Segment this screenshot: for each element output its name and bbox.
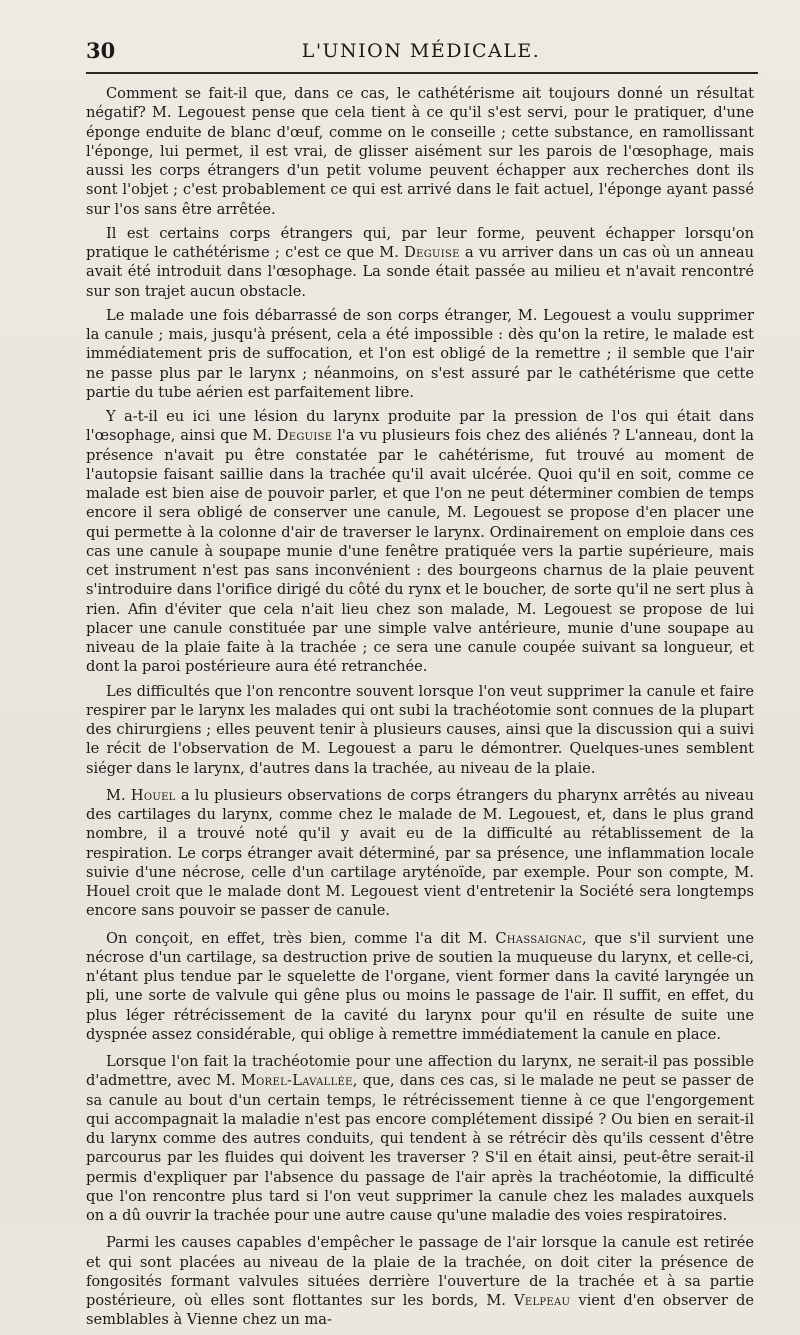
author-name: Deguise [276,427,333,445]
paragraph-5: Les difficultés que l'on rencontre souvent lorsque l'on veut supprimer la canule et faire respirer par le larynx les malades qui ont subi la trachéotomie sont connues de la plupart des chirurgiens ; elles peuvent tenir à plusieurs causes, ainsi que la discussion qui a suivi le récit de l'observation de M. Legouest a paru le démontrer. Quelques-unes semblent siéger dans le larynx, d'autres dans la trachée, au niveau de la plaie. [86,682,754,777]
author-name: Deguise [404,244,460,261]
author-name: Chassaignac [495,929,583,947]
paragraph-4: Y a-t-il eu ici une lésion du larynx produite par la pression de l'os qui était dans l'œsophage, ainsi que M. Deguise l'a vu plusieurs fois chez des aliénés ? L'anneau, dont la présence n'avait pu être constatée par le cahétérisme, fut trouvé au moment de l'autopsie faisant saillie dans la trachée qu'il avait ulcérée. Quoi qu'il en soit, comme ce malade est bien aise de pouvoir parler, et que l'on ne peut déterminer combien de temps encore il sera obligé de conserver une canule, M. Legouest se propose d'en placer une qui permette à la colonne d'air de traverser le larynx. Ordinairement on emploie dans ces cas une canule à soupape munie d'une fenêtre pratiquée vers la partie supérieure, mais cet instrument n'est pas sans inconvénient : des bourgeons charnus de la plaie peuvent s'introduire dans l'orifice dirigé du côté du rynx et le boucher, de sorte qu'il ne sert plus à rien. Afin d'éviter que cela n'ait lieu chez son malade, M. Legouest se propose de lui placer une canule constituée par une simple valve antérieure, munie d'une soupape au niveau de la plaie faite à la trachée ; ce sera une canule coupée suivant sa longueur, et dont la paroi postérieure aura été retranchée. [86,408,754,676]
journal-title: L'UNION MÉDICALE. [301,40,541,62]
paragraph-6: M. Houel a lu plusieurs observations de corps étrangers du pharynx arrêtés au niveau des cartilages du larynx, comme chez le malade de M. Legouest, et, dans le plus grand nombre, il a trouvé noté qu'il y avait eu de la difficulté au rétablissement de la respiration. Le corps étranger avait déterminé, par sa présence, une inflammation locale suivie d'une nécrose, celle d'un cartilage aryténoïde, par exemple. Pour son compte, M. Houel croit que le malade dont M. Legouest vient d'entretenir la Société sera longtemps encore sans pouvoir se passer de canule. [86,786,754,920]
paragraph-7: On conçoit, en effet, très bien, comme l'a dit M. Chassaignac, que s'il survient une nécrose d'un cartilage, sa destruction prive de soutien la muqueuse du larynx, et celle-ci, n'étant plus tendue par le squelette de l'organe, vient former dans la cavité laryngée un pli, une sorte de valvule qui gêne plus ou moins le passage de l'air. Il suffit, en effet, du plus léger rétrécissement de la cavité du larynx pour qu'il en résulte de suite une dyspnée assez considérable, qui oblige à remettre immédiatement la canule en place. [86,929,754,1043]
paragraph-8: Lorsque l'on fait la trachéotomie pour une affection du larynx, ne serait-il pas possible d'admettre, avec M. Morel-Lavallée, que, dans ces cas, si le malade ne peut se passer de sa canule au bout d'un certain temps, le rétrécissement tienne à ce que l'engorgement qui accompagnait la maladie n'est pas encore complétement dissipé ? Ou bien en serait-il du larynx comme des autres conduits, qui tendent à se rétrécir dès qu'ils cessent d'être parcourus par les fluides qui doivent les traverser ? S'il en était ainsi, peut-être serait-il permis d'expliquer par l'absence du passage de l'air après la trachéotomie, la difficulté que l'on rencontre plus tard si l'on veut supprimer la canule chez les malades auxquels on a dû ouvrir la trachée pour une autre cause qu'une maladie des voies respiratoires. [86,1053,754,1224]
running-header [86,38,756,66]
paragraph-3: Le malade une fois débarrassé de son corps étranger, M. Legouest a voulu supprimer la canule ; mais, jusqu'à présent, cela a été impossible : dès qu'on la retire, le malade est immédiatement pris de suffocation, et l'on est obligé de la remettre ; il semble que l'air ne passe plus par le larynx ; néanmoins, on s'est assuré par le cathétérisme que cette partie du tube aérien est parfaitement libre. [86,306,754,401]
author-name: Velpeau [514,1292,571,1309]
paragraph-1: Comment se fait-il que, dans ce cas, le cathétérisme ait toujours donné un résultat négatif? M. Legouest pense que cela tient à ce qu'il s'est servi, pour le pratiquer, d'une éponge enduite de blanc d'œuf, comme on le conseille ; cette substance, en ramollissant l'éponge, lui permet, il est vrai, de glisser aisément sur les parois de l'œsophage, mais aussi les corps étrangers d'un petit volume peuvent échapper aux recherches dont ils sont l'objet ; c'est probablement ce qui est arrivé dans le fait actuel, l'éponge ayant passé sur l'os sans être arrêtée. [86,85,754,218]
paragraph-2: Il est certains corps étrangers qui, par leur forme, peuvent échapper lorsqu'on pratique le cathétérisme ; c'est ce que M. Deguise a vu arriver dans un cas où un anneau avait été introduit dans l'œsophage. La sonde était passée au milieu et n'avait rencontré sur son trajet aucun obstacle. [86,224,754,300]
page-number: 30 [86,38,116,63]
paragraph-9: Parmi les causes capables d'empêcher le passage de l'air lorsque la canule est retirée et qui sont placées au niveau de la plaie de la trachée, on doit citer la présence de fongosités formant valvules situées derrière l'ouverture de la trachée et à sa partie postérieure, où elles sont flottantes sur les bords, M. Velpeau vient d'en observer de semblables à Vienne chez un ma- [86,1234,754,1329]
header-rule [86,72,758,74]
author-name: Morel-Lavallée [240,1072,353,1090]
author-name: Houel [130,786,176,804]
article-body [86,84,754,1335]
